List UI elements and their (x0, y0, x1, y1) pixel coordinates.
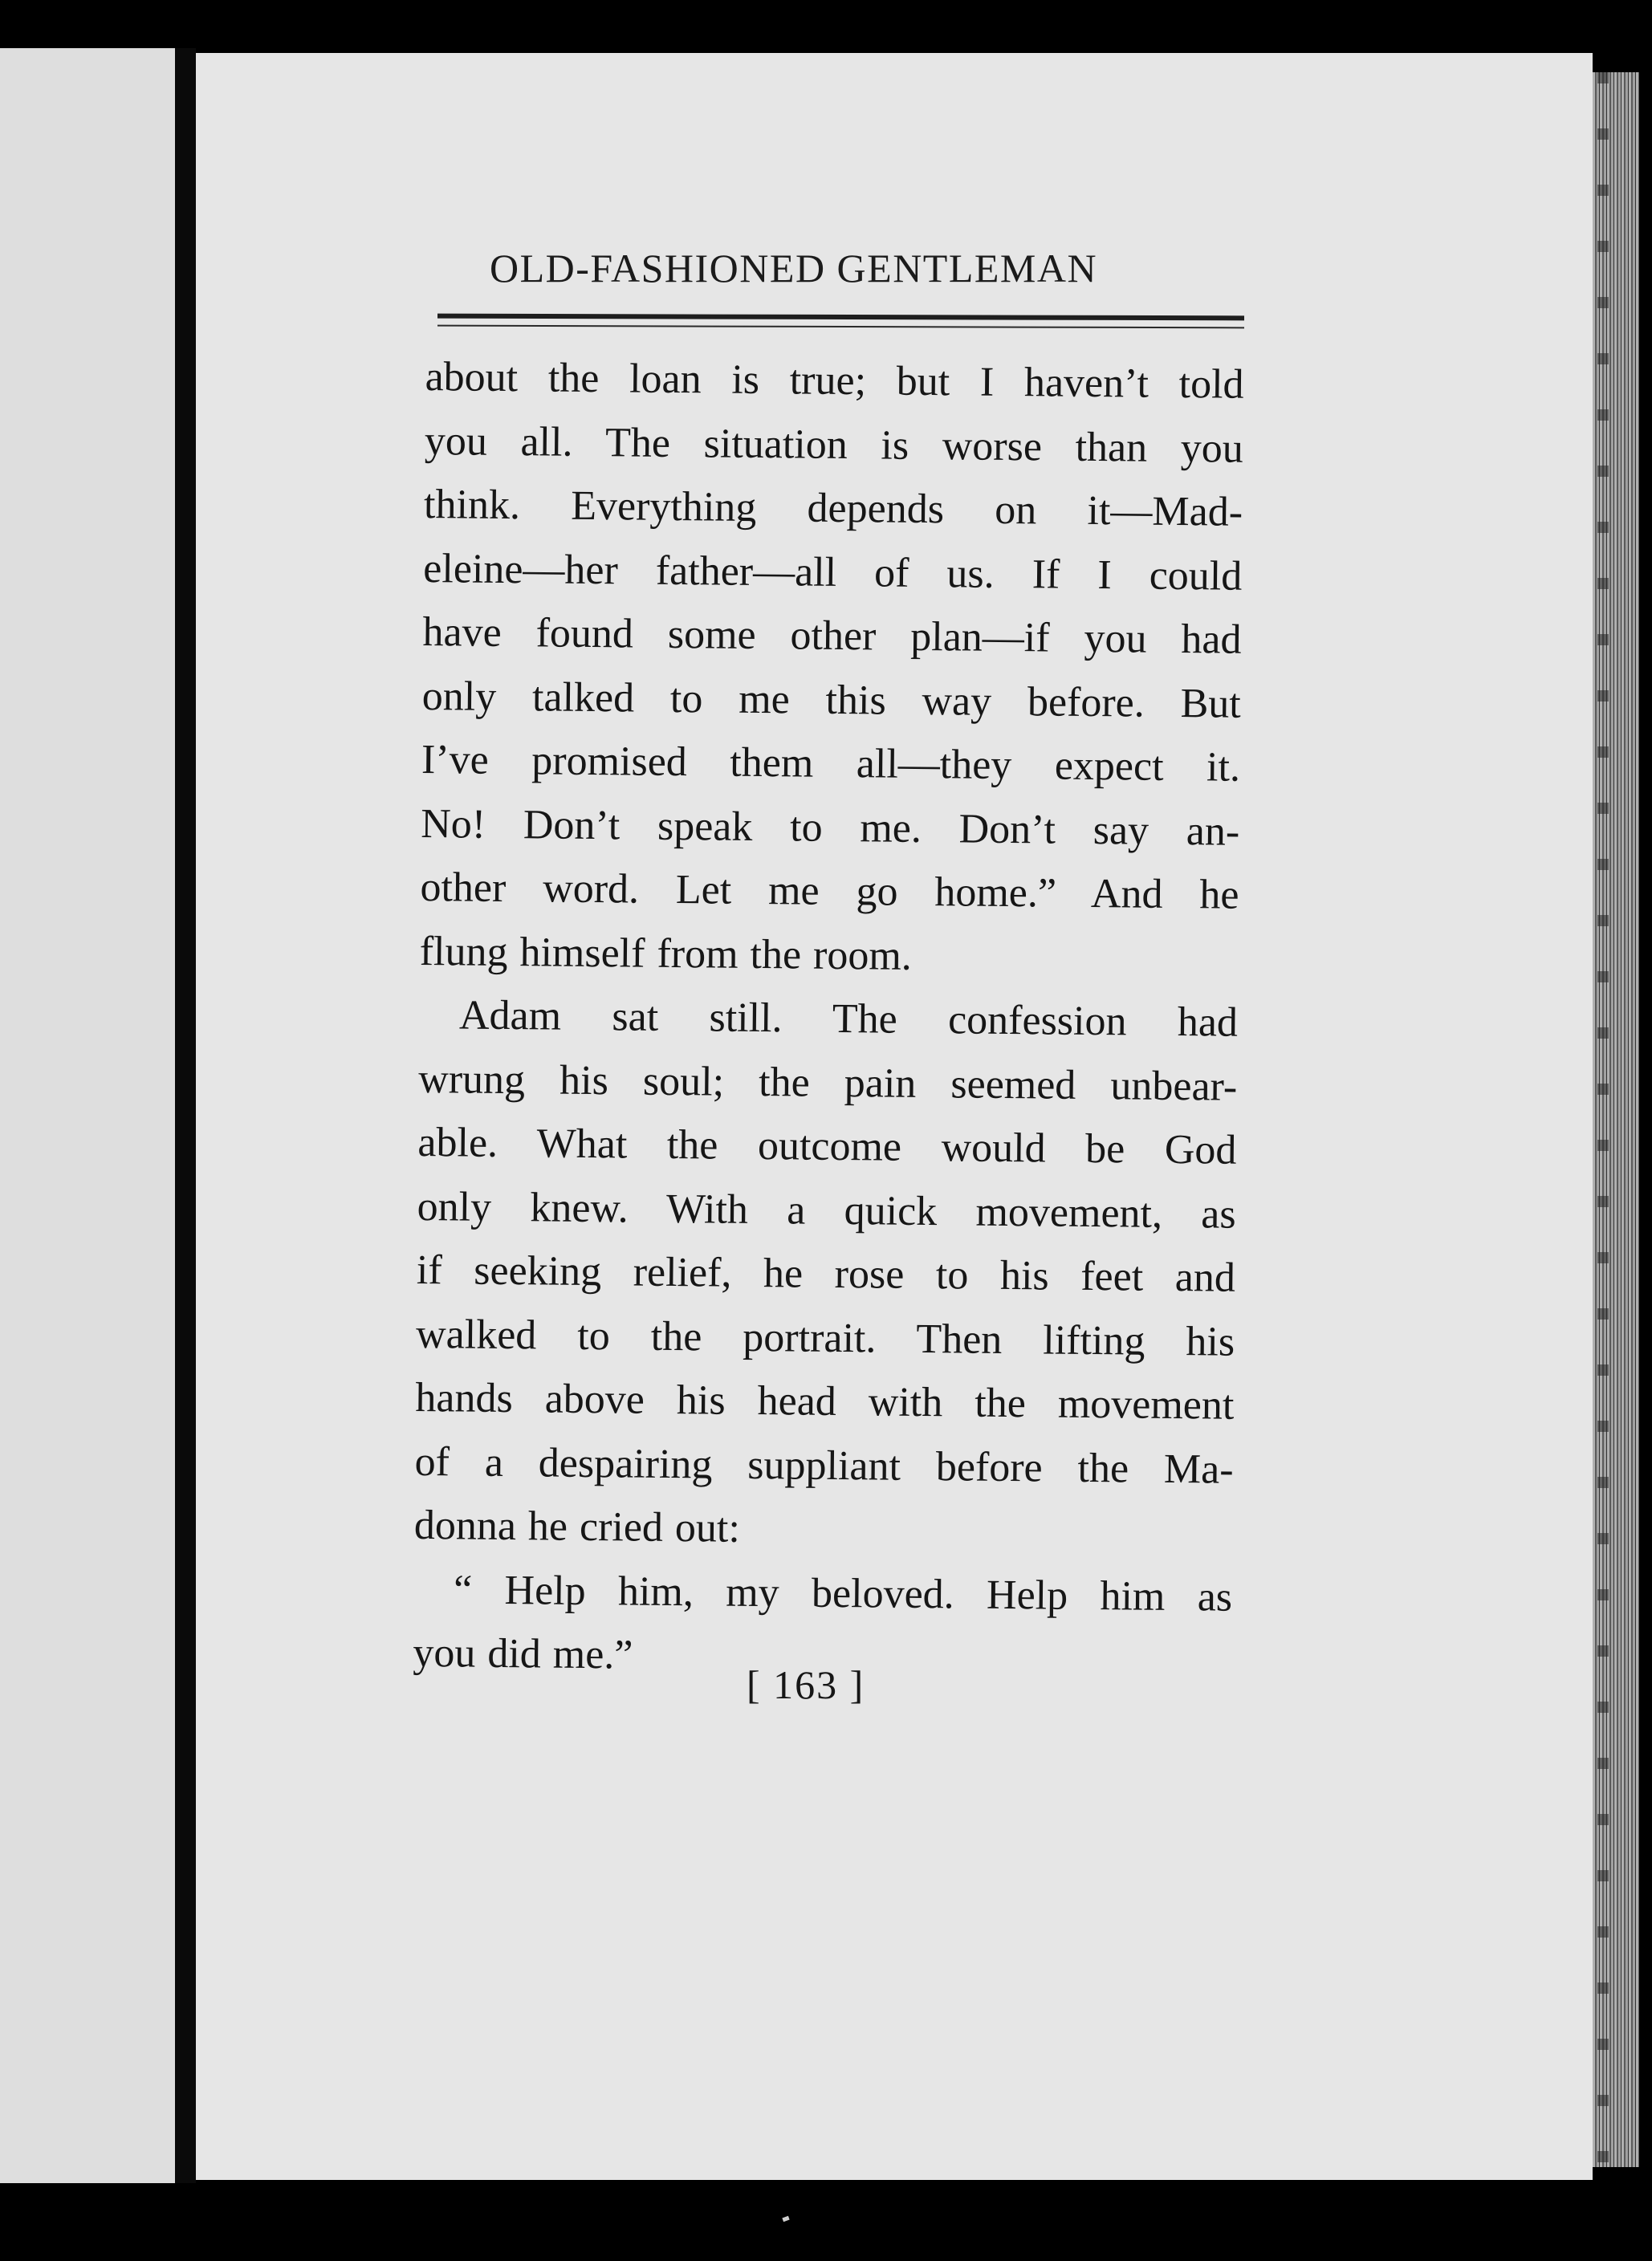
text-line: if seeking relief, he rose to his feet and (416, 1246, 1236, 1301)
text-line: I’ve promised them all—they expect it. (421, 736, 1241, 791)
text-line: eleine—her father—all of us. If I could (423, 545, 1243, 600)
text-line: about the loan is true; but I haven’t told (425, 353, 1244, 408)
text-line: other word. Let me go home.” And he (420, 864, 1239, 918)
text-line: “ Help him, my beloved. Help him as (453, 1566, 1233, 1621)
text-line: flung himself from the room. (419, 928, 913, 979)
left-facing-page (0, 48, 175, 2183)
text-line: able. What the outcome would be God (417, 1119, 1237, 1173)
text-line: No! Don’t speak to me. Don’t say an- (421, 800, 1240, 855)
body-text (413, 345, 1244, 1693)
text-line: walked to the portrait. Then lifting his (415, 1311, 1235, 1365)
text-line: only talked to me this way before. But (421, 673, 1242, 727)
text-line: Adam sat still. The confession had (458, 992, 1239, 1046)
page-edges-shadow (1597, 72, 1609, 2167)
text-line: only knew. With a quick movement, as (417, 1183, 1236, 1238)
text-line: you did me.” (413, 1629, 633, 1678)
text-line: of a despairing suppliant before the Ma- (414, 1438, 1234, 1493)
page-number: [ 163 ] (747, 1662, 865, 1707)
book-gutter (175, 48, 196, 2183)
text-line: think. Everything depends on it—Mad- (423, 481, 1243, 535)
text-line: have found some other plan—if you had (422, 608, 1242, 663)
scan-speck (782, 2216, 789, 2222)
text-line: donna he cried out: (413, 1502, 741, 1551)
running-head: OLD-FASHIONED GENTLEMAN (490, 246, 1098, 291)
text-line: you all. The situation is worse than you (424, 417, 1244, 472)
text-line: wrung his soul; the pain seemed unbear- (417, 1055, 1238, 1110)
text-line: hands above his head with the movement (415, 1374, 1235, 1429)
